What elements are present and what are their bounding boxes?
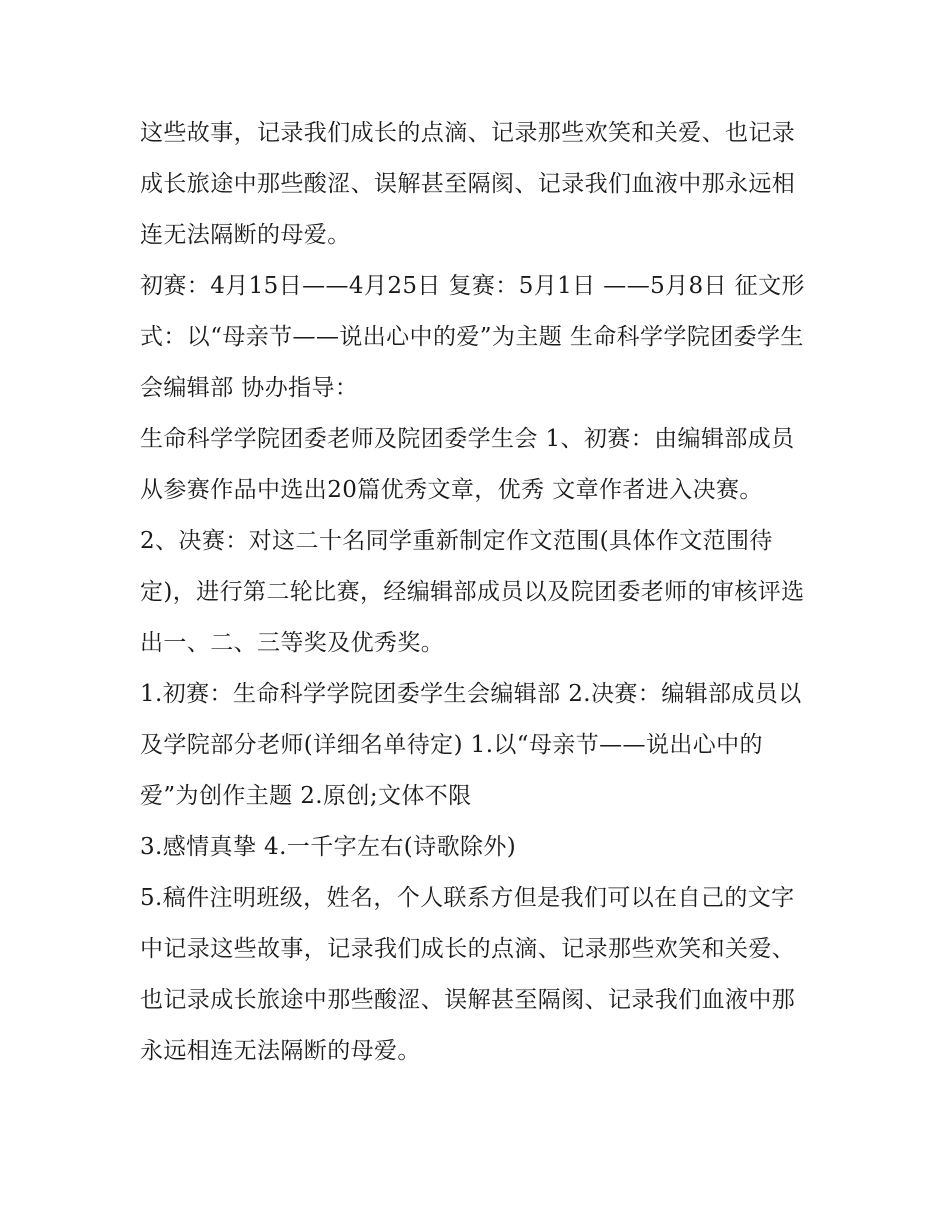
paragraph-requirements: 3.感情真挚 4.一千字左右(诗歌除外) — [140, 834, 517, 860]
paragraph-final-round: 2、决赛：对这二十名同学重新制定作文范围(具体作文范围待定)，进行第二轮比赛，经编辑部成员以及院团委老师的审核评选出一、二、三等奖及优秀奖。 — [140, 528, 805, 656]
document-body — [140, 108, 815, 1077]
paragraph-submission-note: 5.稿件注明班级，姓名，个人联系方但是我们可以在自己的文字中记录这些故事，记录我们成长的点滴、记录那些欢笑和关爱、也记录成长旅途中那些酸涩、误解甚至隔阂、记录我们血液中那永远相连无法隔断的母爱。 — [140, 885, 796, 1064]
paragraph-intro-story: 这些故事，记录我们成长的点滴、记录那些欢笑和关爱、也记录成长旅途中那些酸涩、误解甚至隔阂、记录我们血液中那永远相连无法隔断的母爱。 — [140, 120, 796, 248]
paragraph-judges-and-rules: 1.初赛：生命科学学院团委学生会编辑部 2.决赛：编辑部成员以及学院部分老师(详细名单待定) 1.以“母亲节——说出心中的爱”为创作主题 2.原创;文体不限 — [140, 681, 802, 809]
paragraph-schedule: 初赛：4月15日——4月25日 复赛：5月1日 ——5月8日 征文形式：以“母亲节——说出心中的爱”为主题 生命科学学院团委学生会编辑部 协办指导： — [140, 273, 805, 401]
paragraph-preliminary-round: 生命科学学院团委老师及院团委学生会 1、初赛：由编辑部成员从参赛作品中选出20篇优秀文章，优秀 文章作者进入决赛。 — [140, 426, 795, 503]
